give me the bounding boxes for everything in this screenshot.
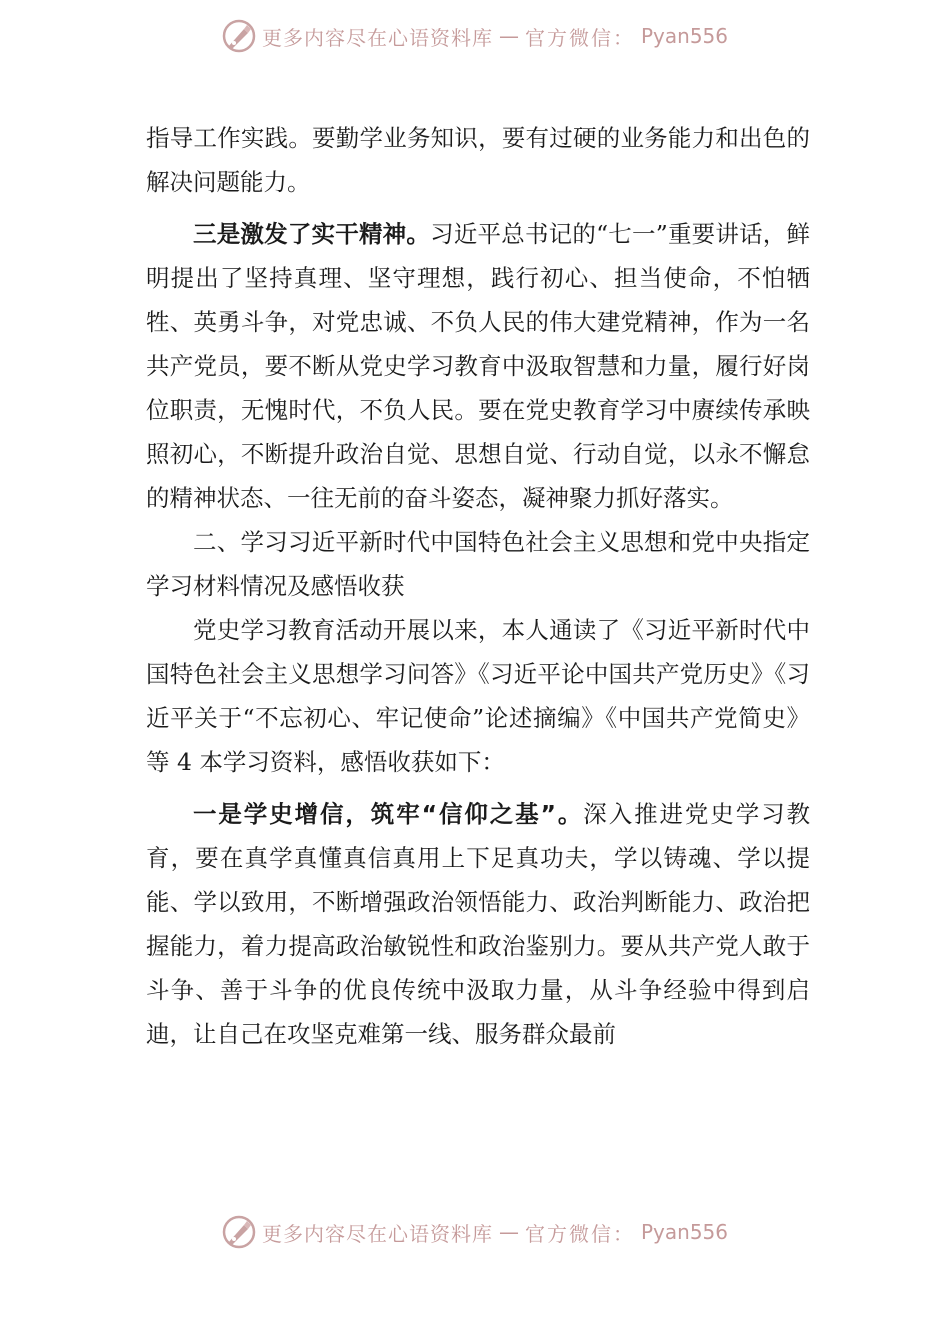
footer-watermark xyxy=(0,1212,950,1252)
watermark-wechat-id: Pyan556 xyxy=(640,1220,728,1244)
watermark-wechat-label: 官方微信： xyxy=(524,1221,635,1246)
watermark-wechat-label: 官方微信： xyxy=(524,25,635,50)
pen-logo-icon xyxy=(222,19,256,53)
watermark-separator: — xyxy=(498,24,519,48)
watermark-wechat-id: Pyan556 xyxy=(640,24,728,48)
point-one-lead: 一是学史增信，筑牢“信仰之基”。 xyxy=(193,800,584,828)
paragraph-reading-list: 党史学习教育活动开展以来，本人通读了《习近平新时代中国特色社会主义思想学习问答》《习近平论中国共产党历史》《习近平关于“不忘初心、牢记使命”论述摘编》《中国共产党简史》等 4 本学习资料，感悟收获如下： xyxy=(146,616,810,776)
paragraph-point-one xyxy=(146,792,810,1056)
watermark-separator: — xyxy=(498,1220,519,1244)
paragraph-point-three xyxy=(146,212,810,520)
section-heading-two: 二、学习习近平新时代中国特色社会主义思想和党中央指定学习材料情况及感悟收获 xyxy=(146,528,810,600)
watermark-site-text: 更多内容尽在心语资料库 xyxy=(261,25,493,50)
point-one-body: 深入推进党史学习教育，要在真学真懂真信真用上下足真功夫，学以铸魂、学以提能、学以致用，不断增强政治领悟能力、政治判断能力、政治把握能力，着力提高政治敏锐性和政治鉴别力。要从共产党人敢于斗争、善于斗争的优良传统中汲取力量，从斗争经验中得到启迪，让自己在攻坚克难第一线、服务群众最前 xyxy=(146,800,810,1048)
paragraph-continuation: 指导工作实践。要勤学业务知识，要有过硬的业务能力和出色的解决问题能力。 xyxy=(146,124,810,196)
point-three-lead: 三是激发了实干精神。 xyxy=(193,220,431,248)
point-three-body: 习近平总书记的“七一”重要讲话，鲜明提出了坚持真理、坚守理想，践行初心、担当使命，不怕牺牲、英勇斗争，对党忠诚、不负人民的伟大建党精神，作为一名共产党员，要不断从党史学习教育中汲取智慧和力量，履行好岗位职责，无愧时代，不负人民。要在党史教育学习中赓续传承映照初心，不断提升政治自觉、思想自觉、行动自觉，以永不懈怠的精神状态、一往无前的奋斗姿态，凝神聚力抓好落实。 xyxy=(146,220,811,512)
document-body xyxy=(146,116,810,1056)
header-watermark xyxy=(0,16,950,56)
watermark-site-text: 更多内容尽在心语资料库 xyxy=(261,1221,493,1246)
pen-logo-icon xyxy=(222,1215,256,1249)
